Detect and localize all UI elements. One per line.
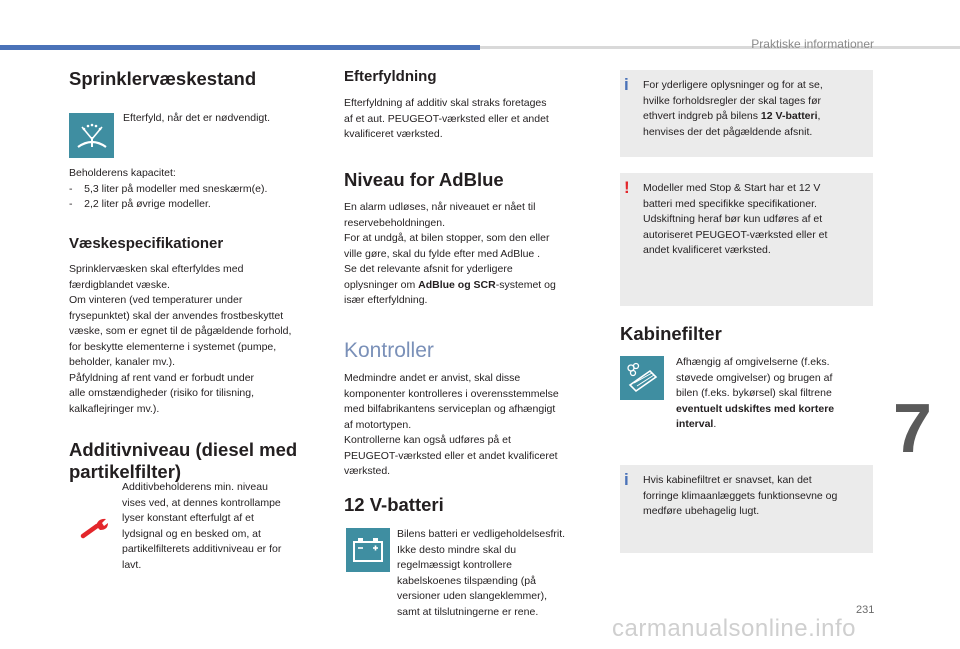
additive-text: Additivbeholderens min. niveau vises ved, at dennes kontrollampe lyser konstant efterfulgt af et lydsignal og en besked om, at partikelfilterets additivniveau er for lavt. — [122, 481, 282, 571]
washer-title: Sprinklervæskestand — [69, 68, 257, 89]
controls-text: Medmindre andet er anvist, skal disse komponenter kontrolleres i overensstemmelse med bilfabrikantens serviceplan og afhængigt af motortypen. Kontrollerne kan også udføres på et PEUGEOT-værksted eller et andet kvalificeret værksted. — [344, 372, 559, 477]
header-gray-bar — [480, 46, 960, 49]
battery-icon — [346, 528, 390, 572]
spec-text: Sprinklervæsken skal efterfyldes med færdigblandet væske. Om vinteren (ved temperaturer under frysepunktet) skal der anvendes frostbeskyttet væske, som er egnet til de pågældende forhold, for beskytte elementerne i systemet (pumpe, beholder, kanaler mv.). Påfyldning af rent vand er forbudt under alle omstændigheder (risiko for tilisning, kalkaflejringer mv.). — [69, 263, 292, 415]
spec-title: Væskespecifikationer — [69, 235, 224, 252]
info-icon: i — [624, 470, 629, 489]
washer-icon-text: Efterfyld, når det er nødvendigt. — [123, 112, 271, 124]
watermark: carmanualsonline.info — [612, 615, 856, 642]
info-box-battery: i For yderligere oplysninger og for at se, hvilke forholdsregler der skal tages før ethvert indgreb på bilens 12 V-batteri, henvises der det pågældende afsnit. — [620, 70, 873, 157]
refill-title: Efterfyldning — [344, 68, 437, 85]
washer-fluid-icon — [69, 113, 114, 158]
header-accent-bar — [0, 45, 480, 50]
capacity-item: - 2,2 liter på øvrige modeller. — [69, 198, 211, 210]
capacity-item: - 5,3 liter på modeller med sneskærm(e). — [69, 182, 268, 195]
cabin-title: Kabinefilter — [620, 323, 722, 344]
cabin-text: Afhængig af omgivelserne (f.eks. støvede omgivelser) og brugen af bilen (f.eks. bykørsel) skal filtrene eventuelt udskiftes med kortere interval. — [676, 356, 835, 430]
wrench-icon — [80, 514, 110, 540]
section-title: Praktiske informationer — [751, 37, 874, 51]
capacity-title: Beholderens kapacitet: — [69, 167, 176, 179]
warning-box-stop-start: ! Modeller med Stop & Start har et 12 V batteri med specifikke specifikationer. Udskiftning heraf bør kun udføres af et autoriseret PEUGEOT-værksted eller et andet kvalificeret værksted. — [620, 173, 873, 306]
info-icon: i — [624, 75, 629, 94]
adblue-title: Niveau for AdBlue — [344, 169, 504, 190]
battery-text: Bilens batteri er vedligeholdelsesfrit. Ikke desto mindre skal du regelmæssigt kontrollere kabelskoenes tilspænding (på versioner uden slangeklemmer), samt at tilslutningerne er rene. — [397, 528, 566, 618]
refill-text: Efterfyldning af additiv skal straks foretages af et aut. PEUGEOT-værksted eller et andet kvalificeret værksted. — [344, 97, 549, 140]
warning-icon: ! — [624, 178, 630, 197]
chapter-number: 7 — [893, 389, 932, 467]
additive-title: Additivniveau (diesel med partikelfilter) — [69, 439, 298, 483]
battery-title: 12 V-batteri — [344, 494, 444, 515]
page-number: 231 — [856, 604, 875, 616]
capacity-block — [69, 166, 327, 213]
adblue-text: En alarm udløses, når niveauet er nået til reservebeholdningen. For at undgå, at bilen stopper, som den eller ville gøre, skal du fylde efter med AdBlue . Se det relevante afsnit for yderligere oplysninger om AdBlue og SCR-systemet og især efterfyldning. — [344, 201, 556, 306]
controls-title: Kontroller — [344, 339, 434, 362]
cabin-filter-icon — [620, 356, 664, 400]
info-box-cabin: i Hvis kabinefiltret er snavset, kan det forringe klimaanlæggets funktionsevne og medføre ubehagelig lugt. — [620, 465, 873, 553]
